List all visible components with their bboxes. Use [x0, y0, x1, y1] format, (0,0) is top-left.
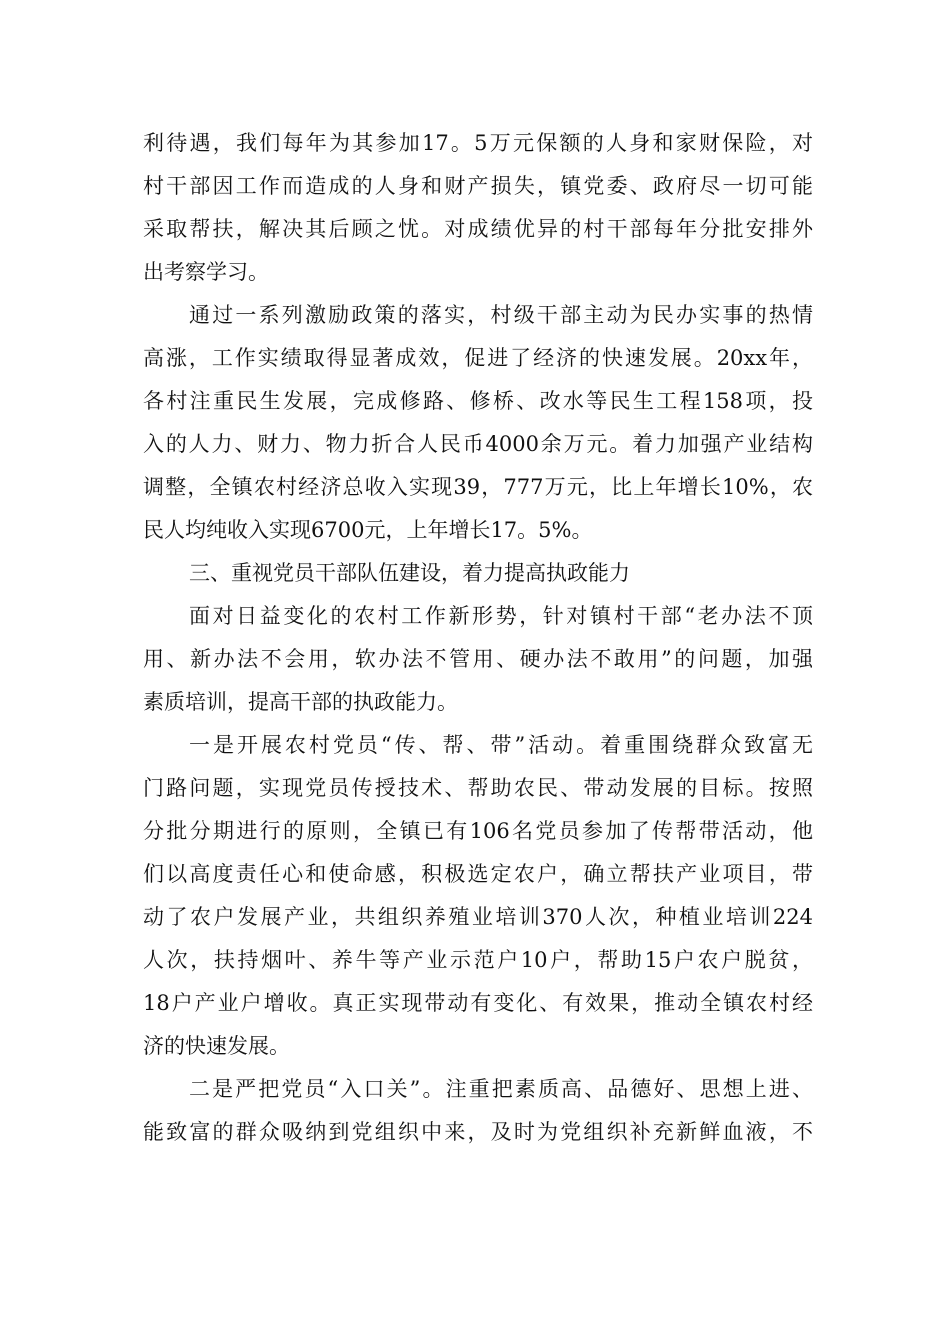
text-line: 高涨，工作实绩取得显著成效，促进了经济的快速发展。20xx年， [143, 346, 813, 370]
text-line: 素质培训，提高干部的执政能力。 [143, 690, 458, 714]
text-line: 门路问题，实现党员传授技术、帮助农民、带动发展的目标。按照 [143, 776, 813, 800]
text-line: 利待遇，我们每年为其参加17。5万元保额的人身和家财保险，对 [143, 131, 813, 155]
text-line: 动了农户发展产业，共组织养殖业培训370人次，种植业培训224 [143, 905, 813, 929]
text-line: 用、新办法不会用，软办法不管用、硬办法不敢用”的问题，加强 [143, 647, 813, 671]
document-body [143, 122, 813, 1154]
text-line: 民人均纯收入实现6700元，上年增长17。5%。 [143, 518, 593, 542]
text-line: 18户产业户增收。真正实现带动有变化、有效果，推动全镇农村经 [143, 991, 813, 1015]
text-line: 村干部因工作而造成的人身和财产损失，镇党委、政府尽一切可能 [143, 174, 813, 198]
text-line: 济的快速发展。 [143, 1034, 290, 1058]
text-line: 三、重视党员干部队伍建设，着力提高执政能力 [189, 561, 630, 585]
text-line: 出考察学习。 [143, 260, 269, 284]
text-line: 面对日益变化的农村工作新形势，针对镇村干部“老办法不顶 [189, 604, 813, 628]
text-line: 们以高度责任心和使命感，积极选定农户，确立帮扶产业项目，带 [143, 862, 813, 886]
text-line: 分批分期进行的原则，全镇已有106名党员参加了传帮带活动，他 [143, 819, 813, 843]
text-line: 调整，全镇农村经济总收入实现39，777万元，比上年增长10%，农 [143, 475, 813, 499]
text-line: 通过一系列激励政策的落实，村级干部主动为民办实事的热情 [189, 303, 813, 327]
text-line: 二是严把党员“入口关”。注重把素质高、品德好、思想上进、 [189, 1077, 813, 1101]
text-line: 入的人力、财力、物力折合人民币4000余万元。着力加强产业结构 [143, 432, 813, 456]
text-line: 能致富的群众吸纳到党组织中来，及时为党组织补充新鲜血液，不 [143, 1120, 813, 1144]
text-line: 一是开展农村党员“传、帮、带”活动。着重围绕群众致富无 [189, 733, 813, 757]
text-line: 各村注重民生发展，完成修路、修桥、改水等民生工程158项，投 [143, 389, 813, 413]
text-line: 人次，扶持烟叶、养牛等产业示范户10户，帮助15户农户脱贫， [143, 948, 813, 972]
text-line: 采取帮扶，解决其后顾之忧。对成绩优异的村干部每年分批安排外 [143, 217, 813, 241]
